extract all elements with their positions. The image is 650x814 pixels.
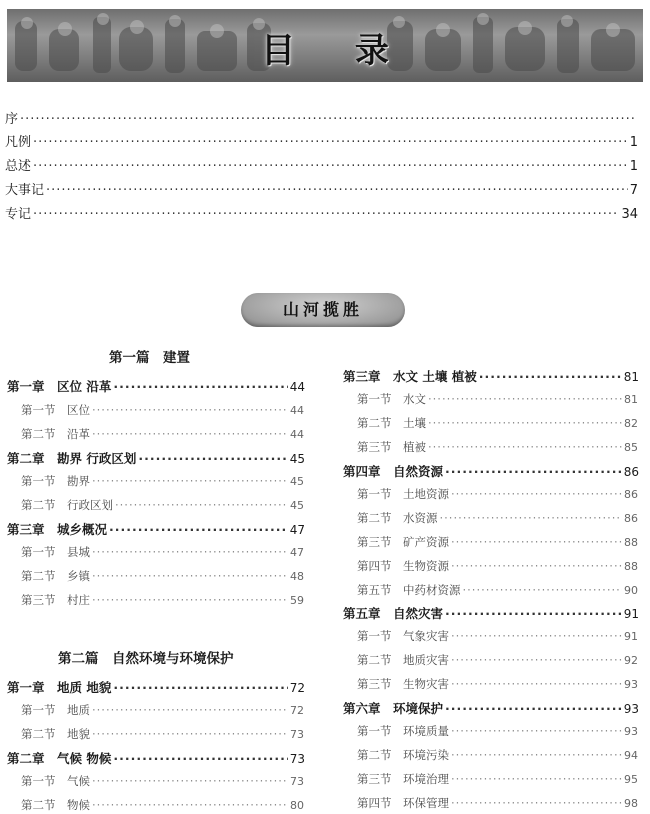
toc-chapter[interactable] xyxy=(7,678,305,696)
toc-section[interactable] xyxy=(357,747,638,763)
toc-section[interactable] xyxy=(357,676,638,692)
leader-dots xyxy=(46,183,628,198)
toc-entry-label: 第五节 中药材资源 xyxy=(357,583,461,597)
leader-dots xyxy=(445,606,622,621)
toc-entry-label: 序 xyxy=(5,112,19,127)
toc-chapter[interactable] xyxy=(7,749,305,767)
leader-dots xyxy=(92,545,288,559)
toc-entry-page: 86 xyxy=(624,488,638,501)
leader-dots xyxy=(92,593,288,607)
leader-dots xyxy=(92,703,288,717)
leader-dots xyxy=(451,653,622,667)
toc-section[interactable] xyxy=(21,702,304,718)
toc-entry-label: 第六章 环境保护 xyxy=(343,701,444,716)
toc-entry-label: 第二节 物候 xyxy=(21,798,90,812)
toc-chapter[interactable] xyxy=(7,377,305,395)
toc-entry-label: 第一节 勘界 xyxy=(21,474,90,488)
toc-chapter[interactable] xyxy=(7,449,305,467)
toc-entry-page: 82 xyxy=(624,417,638,430)
leader-dots xyxy=(451,724,622,738)
toc-entry-page: 98 xyxy=(624,797,638,810)
toc-entry-label: 第四章 自然资源 xyxy=(343,464,444,479)
toc-section[interactable] xyxy=(357,391,638,407)
toc-chapter[interactable] xyxy=(343,367,639,385)
toc-entry-label: 第二节 行政区划 xyxy=(21,498,113,512)
leader-dots xyxy=(92,774,288,788)
leader-dots xyxy=(113,379,287,394)
toc-entry-page: 95 xyxy=(624,773,638,786)
toc-entry-label: 第四节 环保管理 xyxy=(357,796,449,810)
toc-entry-page: 34 xyxy=(621,207,638,222)
toc-section[interactable] xyxy=(357,628,638,644)
toc-entry-label: 第三节 环境治理 xyxy=(357,772,449,786)
toc-entry-page: 81 xyxy=(623,370,639,384)
toc-entry-label: 第一节 环境质量 xyxy=(357,724,449,738)
toc-entry-label: 第三节 矿产资源 xyxy=(357,535,449,549)
toc-entry-page: 1 xyxy=(629,135,638,150)
toc-entry-page: 88 xyxy=(624,536,638,549)
toc-entry-label: 第一节 气象灾害 xyxy=(357,629,449,643)
leader-dots xyxy=(92,427,288,441)
toc-section[interactable] xyxy=(357,652,638,668)
leader-dots xyxy=(33,135,628,150)
toc-entry-label: 第一节 气候 xyxy=(21,774,90,788)
toc-section[interactable] xyxy=(357,486,638,502)
toc-entry-page: 44 xyxy=(289,380,305,394)
toc-entry-chronicle[interactable] xyxy=(5,179,638,198)
toc-entry-page: 47 xyxy=(290,546,304,559)
toc-section[interactable] xyxy=(21,402,304,418)
toc-entry-page: 48 xyxy=(290,570,304,583)
toc-entry-page: 45 xyxy=(290,475,304,488)
toc-entry-label: 第二节 地貌 xyxy=(21,727,90,741)
toc-chapter[interactable] xyxy=(343,604,639,622)
toc-entry-preface[interactable] xyxy=(5,108,638,127)
toc-entry-label: 第一节 区位 xyxy=(21,403,90,417)
toc-entry-page: 47 xyxy=(289,523,305,537)
toc-entry-guide[interactable] xyxy=(5,131,638,150)
page-title: 目 录 xyxy=(261,31,413,71)
leader-dots xyxy=(92,798,288,812)
toc-entry-page: 85 xyxy=(624,441,638,454)
leader-dots xyxy=(451,772,622,786)
toc-chapter[interactable] xyxy=(343,699,639,717)
toc-entry-label: 第二章 气候 物候 xyxy=(7,751,112,766)
leader-dots xyxy=(451,559,622,573)
toc-entry-page: 88 xyxy=(624,560,638,573)
toc-entry-page: 73 xyxy=(289,752,305,766)
leader-dots xyxy=(479,369,622,384)
toc-entry-label: 第三节 植被 xyxy=(357,440,426,454)
toc-section[interactable] xyxy=(357,439,638,455)
toc-entry-page: 86 xyxy=(624,512,638,525)
toc-section[interactable] xyxy=(357,582,638,598)
toc-entry-page: 44 xyxy=(290,404,304,417)
toc-entry-page: 81 xyxy=(624,393,638,406)
toc-section[interactable] xyxy=(21,568,304,584)
leader-dots xyxy=(451,748,622,762)
toc-entry-label: 第二节 地质灾害 xyxy=(357,653,449,667)
toc-section[interactable] xyxy=(21,726,304,742)
toc-entry-label: 第一节 县城 xyxy=(21,545,90,559)
toc-entry-label: 第二节 水资源 xyxy=(357,511,438,525)
leader-dots xyxy=(428,440,622,454)
toc-entry-label: 专记 xyxy=(5,207,32,222)
toc-entry-page: 92 xyxy=(624,654,638,667)
toc-entry-special-records[interactable] xyxy=(5,203,638,222)
toc-entry-page: 45 xyxy=(289,452,305,466)
toc-entry-label: 第二节 环境污染 xyxy=(357,748,449,762)
leader-dots xyxy=(109,522,288,537)
part-title: 第二篇 自然环境与环境保护 xyxy=(58,651,234,667)
toc-entry-label: 第一节 土地资源 xyxy=(357,487,449,501)
leader-dots xyxy=(428,392,622,406)
toc-entry-page: 1 xyxy=(629,159,638,174)
toc-section[interactable] xyxy=(357,415,638,431)
toc-section[interactable] xyxy=(357,510,638,526)
leader-dots xyxy=(445,701,622,716)
toc-entry-page: 44 xyxy=(290,428,304,441)
toc-entry-page: 91 xyxy=(623,607,639,621)
toc-section[interactable] xyxy=(357,771,638,787)
toc-entry-label: 总述 xyxy=(5,159,32,174)
toc-section[interactable] xyxy=(21,497,304,513)
toc-entry-label: 第一节 地质 xyxy=(21,703,90,717)
toc-section[interactable] xyxy=(357,558,638,574)
toc-entry-label: 第三章 水文 土壤 植被 xyxy=(343,369,477,384)
section-badge: 山河揽胜 xyxy=(241,293,405,327)
leader-dots xyxy=(440,511,623,525)
toc-section[interactable] xyxy=(357,534,638,550)
toc-entry-page: 73 xyxy=(290,728,304,741)
toc-section[interactable] xyxy=(357,795,638,811)
toc-entry-page: 72 xyxy=(290,704,304,717)
toc-entry-label: 第一章 区位 沿革 xyxy=(7,379,112,394)
toc-entry-label: 第二节 土壤 xyxy=(357,416,426,430)
toc-entry-page: 93 xyxy=(624,678,638,691)
leader-dots xyxy=(445,464,622,479)
leader-dots xyxy=(113,680,287,695)
toc-entry-overview[interactable] xyxy=(5,155,638,174)
leader-dots xyxy=(451,796,622,810)
leader-dots xyxy=(33,159,628,174)
toc-section[interactable] xyxy=(21,797,304,813)
leader-dots xyxy=(138,451,287,466)
leader-dots xyxy=(20,112,636,127)
leader-dots xyxy=(115,498,288,512)
part-title: 第一篇 建置 xyxy=(109,350,190,366)
toc-entry-label: 第一章 地质 地貌 xyxy=(7,680,112,695)
leader-dots xyxy=(451,629,622,643)
toc-entry-page: 90 xyxy=(624,584,638,597)
toc-entry-page: 91 xyxy=(624,630,638,643)
leader-dots xyxy=(428,416,622,430)
leader-dots xyxy=(451,677,622,691)
toc-chapter[interactable] xyxy=(7,520,305,538)
leader-dots xyxy=(92,474,288,488)
toc-entry-page: 73 xyxy=(290,775,304,788)
toc-entry-label: 大事记 xyxy=(5,183,45,198)
leader-dots xyxy=(33,207,619,222)
toc-section[interactable] xyxy=(357,723,638,739)
leader-dots xyxy=(451,487,622,501)
toc-entry-label: 第三章 城乡概况 xyxy=(7,522,108,537)
toc-chapter[interactable] xyxy=(343,462,639,480)
toc-entry-page: 7 xyxy=(629,183,638,198)
toc-entry-label: 第五章 自然灾害 xyxy=(343,606,444,621)
toc-entry-label: 第三节 村庄 xyxy=(21,593,90,607)
toc-entry-page: 72 xyxy=(289,681,305,695)
leader-dots xyxy=(92,403,288,417)
leader-dots xyxy=(92,569,288,583)
leader-dots xyxy=(92,727,288,741)
toc-entry-label: 第二节 沿革 xyxy=(21,427,90,441)
leader-dots xyxy=(113,751,287,766)
toc-entry-page: 86 xyxy=(623,465,639,479)
header-banner xyxy=(7,9,643,82)
toc-entry-label: 凡例 xyxy=(5,135,32,150)
leader-dots xyxy=(463,583,623,597)
toc-entry-page: 93 xyxy=(623,702,639,716)
toc-entry-label: 第二节 乡镇 xyxy=(21,569,90,583)
toc-entry-page: 93 xyxy=(624,725,638,738)
toc-entry-page: 80 xyxy=(290,799,304,812)
leader-dots xyxy=(451,535,622,549)
toc-section[interactable] xyxy=(21,473,304,489)
toc-section[interactable] xyxy=(21,773,304,789)
toc-entry-page: 59 xyxy=(290,594,304,607)
toc-section[interactable] xyxy=(21,592,304,608)
toc-section[interactable] xyxy=(21,544,304,560)
toc-entry-label: 第一节 水文 xyxy=(357,392,426,406)
toc-entry-page: 45 xyxy=(290,499,304,512)
toc-entry-label: 第四节 生物资源 xyxy=(357,559,449,573)
toc-entry-label: 第三节 生物灾害 xyxy=(357,677,449,691)
toc-entry-label: 第二章 勘界 行政区划 xyxy=(7,451,137,466)
toc-entry-page: 94 xyxy=(624,749,638,762)
toc-section[interactable] xyxy=(21,426,304,442)
